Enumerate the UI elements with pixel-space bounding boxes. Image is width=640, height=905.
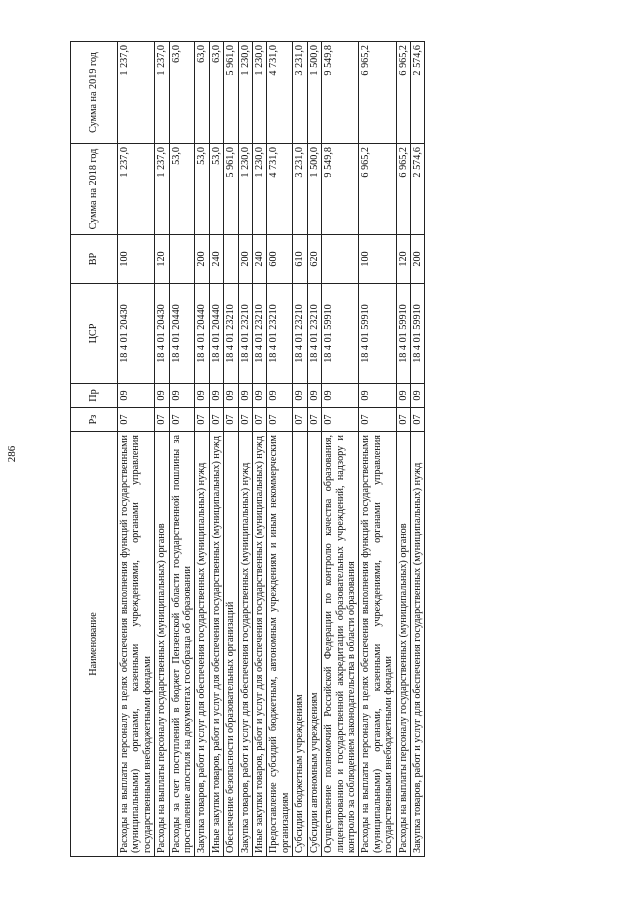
cell-pr: 09 <box>267 384 293 408</box>
cell-rz: 07 <box>209 408 223 432</box>
cell-sum-2019: 1 500,0 <box>307 42 321 144</box>
cell-pr: 09 <box>322 384 359 408</box>
cell-sum-2018: 1 230,0 <box>238 144 252 235</box>
cell-pr: 09 <box>396 384 410 408</box>
cell-vr: 620 <box>307 235 321 284</box>
table-row <box>195 42 209 857</box>
table-row <box>410 42 424 857</box>
table-row <box>169 42 195 857</box>
cell-pr: 09 <box>293 384 307 408</box>
cell-pr: 09 <box>155 384 169 408</box>
cell-sum-2018: 4 731,0 <box>267 144 293 235</box>
cell-pr: 09 <box>224 384 238 408</box>
cell-rz: 07 <box>410 408 424 432</box>
table-row <box>118 42 155 857</box>
cell-sum-2019: 5 961,0 <box>224 42 238 144</box>
cell-pr: 09 <box>118 384 155 408</box>
cell-csr: 18 4 01 20430 <box>118 284 155 384</box>
cell-sum-2018: 53,0 <box>169 144 195 235</box>
cell-csr: 18 4 01 20440 <box>209 284 223 384</box>
cell-vr: 100 <box>359 235 396 284</box>
cell-sum-2018: 6 965,2 <box>396 144 410 235</box>
cell-csr: 18 4 01 20440 <box>169 284 195 384</box>
cell-name: Субсидии бюджетным учреждениям <box>293 432 307 857</box>
cell-sum-2019: 2 574,6 <box>410 42 424 144</box>
cell-name: Субсидии автономным учреждениям <box>307 432 321 857</box>
cell-csr: 18 4 01 59910 <box>322 284 359 384</box>
header-csr: ЦСР <box>71 284 118 384</box>
table-header-row <box>71 42 118 857</box>
cell-pr: 09 <box>195 384 209 408</box>
table-row <box>359 42 396 857</box>
cell-sum-2018: 2 574,6 <box>410 144 424 235</box>
cell-sum-2018: 1 237,0 <box>155 144 169 235</box>
cell-sum-2019: 6 965,2 <box>396 42 410 144</box>
cell-name: Предоставление субсидий бюджетным, автономным учреждениям и иным некоммерческим организациям <box>267 432 293 857</box>
cell-sum-2019: 1 237,0 <box>155 42 169 144</box>
cell-sum-2019: 4 731,0 <box>267 42 293 144</box>
cell-rz: 07 <box>322 408 359 432</box>
table-row <box>396 42 410 857</box>
table-row <box>224 42 238 857</box>
cell-pr: 09 <box>209 384 223 408</box>
cell-vr: 200 <box>410 235 424 284</box>
cell-name: Расходы за счет поступлений в бюджет Пензенской области государственной пошлины за проставление апостиля на документах гособразца об образовании <box>169 432 195 857</box>
cell-vr: 240 <box>209 235 223 284</box>
cell-sum-2019: 63,0 <box>169 42 195 144</box>
header-vr: ВР <box>71 235 118 284</box>
cell-pr: 09 <box>307 384 321 408</box>
cell-sum-2019: 1 230,0 <box>253 42 267 144</box>
table-row <box>155 42 169 857</box>
cell-sum-2018: 53,0 <box>209 144 223 235</box>
cell-csr: 18 4 01 23210 <box>293 284 307 384</box>
header-name: Наименование <box>71 432 118 857</box>
cell-sum-2018: 6 965,2 <box>359 144 396 235</box>
cell-name: Расходы на выплаты персоналу государственных (муниципальных) органов <box>396 432 410 857</box>
cell-vr <box>169 235 195 284</box>
cell-rz: 07 <box>118 408 155 432</box>
cell-vr: 240 <box>253 235 267 284</box>
cell-name: Расходы на выплаты персоналу в целях обеспечения выполнения функций государственными (муниципальными) органами, казенными учреждениями, органами управления государственными внебюджетными фондами <box>359 432 396 857</box>
cell-rz: 07 <box>253 408 267 432</box>
cell-pr: 09 <box>410 384 424 408</box>
cell-rz: 07 <box>396 408 410 432</box>
cell-vr: 120 <box>396 235 410 284</box>
cell-csr: 18 4 01 20430 <box>155 284 169 384</box>
cell-sum-2019: 63,0 <box>209 42 223 144</box>
cell-pr: 09 <box>359 384 396 408</box>
header-sum-2019: Сумма на 2019 год <box>71 42 118 144</box>
cell-name: Иные закупки товаров, работ и услуг для обеспечения государственных (муниципальных) нужд <box>209 432 223 857</box>
header-rz: Рз <box>71 408 118 432</box>
cell-csr: 18 4 01 23210 <box>253 284 267 384</box>
cell-name: Иные закупки товаров, работ и услуг для обеспечения государственных (муниципальных) нужд <box>253 432 267 857</box>
cell-sum-2019: 6 965,2 <box>359 42 396 144</box>
cell-rz: 07 <box>293 408 307 432</box>
cell-sum-2018: 1 500,0 <box>307 144 321 235</box>
cell-name: Обеспечение безопасности образовательных организаций <box>224 432 238 857</box>
cell-name: Закупка товаров, работ и услуг для обеспечения государственных (муниципальных) нужд <box>410 432 424 857</box>
page-number: 286 <box>6 445 18 463</box>
table-row <box>253 42 267 857</box>
cell-sum-2019: 9 549,8 <box>322 42 359 144</box>
cell-name: Закупка товаров, работ и услуг для обеспечения государственных (муниципальных) нужд <box>238 432 252 857</box>
cell-csr: 18 4 01 23210 <box>224 284 238 384</box>
cell-pr: 09 <box>169 384 195 408</box>
cell-csr: 18 4 01 23210 <box>307 284 321 384</box>
cell-name: Закупка товаров, работ и услуг для обеспечения государственных (муниципальных) нужд <box>195 432 209 857</box>
cell-rz: 07 <box>307 408 321 432</box>
cell-sum-2018: 1 230,0 <box>253 144 267 235</box>
cell-csr: 18 4 01 59910 <box>396 284 410 384</box>
cell-sum-2018: 3 231,0 <box>293 144 307 235</box>
cell-vr: 200 <box>195 235 209 284</box>
cell-vr: 120 <box>155 235 169 284</box>
table-row <box>307 42 321 857</box>
header-pr: Пр <box>71 384 118 408</box>
cell-vr: 610 <box>293 235 307 284</box>
cell-sum-2019: 1 237,0 <box>118 42 155 144</box>
table-row <box>322 42 359 857</box>
cell-sum-2019: 63,0 <box>195 42 209 144</box>
table-row <box>293 42 307 857</box>
cell-csr: 18 4 01 23210 <box>238 284 252 384</box>
rotated-table-container <box>70 42 565 857</box>
cell-csr: 18 4 01 23210 <box>267 284 293 384</box>
table-row <box>267 42 293 857</box>
cell-name: Расходы на выплаты персоналу в целях обеспечения выполнения функций государственными (муниципальными) органами, казенными учреждениями, органами управления государственными внебюджетными фондами <box>118 432 155 857</box>
cell-rz: 07 <box>169 408 195 432</box>
cell-pr: 09 <box>238 384 252 408</box>
cell-sum-2018: 9 549,8 <box>322 144 359 235</box>
cell-rz: 07 <box>238 408 252 432</box>
cell-vr: 100 <box>118 235 155 284</box>
cell-name: Расходы на выплаты персоналу государственных (муниципальных) органов <box>155 432 169 857</box>
header-sum-2018: Сумма на 2018 год <box>71 144 118 235</box>
cell-csr: 18 4 01 20440 <box>195 284 209 384</box>
cell-csr: 18 4 01 59910 <box>410 284 424 384</box>
cell-rz: 07 <box>195 408 209 432</box>
table-row <box>238 42 252 857</box>
cell-sum-2019: 1 230,0 <box>238 42 252 144</box>
cell-pr: 09 <box>253 384 267 408</box>
cell-rz: 07 <box>224 408 238 432</box>
cell-vr <box>322 235 359 284</box>
cell-vr: 600 <box>267 235 293 284</box>
cell-rz: 07 <box>267 408 293 432</box>
budget-table <box>70 41 425 857</box>
cell-sum-2019: 3 231,0 <box>293 42 307 144</box>
cell-sum-2018: 5 961,0 <box>224 144 238 235</box>
table-row <box>209 42 223 857</box>
cell-vr: 200 <box>238 235 252 284</box>
cell-rz: 07 <box>155 408 169 432</box>
cell-vr <box>224 235 238 284</box>
table-body <box>118 42 425 857</box>
cell-sum-2018: 53,0 <box>195 144 209 235</box>
cell-sum-2018: 1 237,0 <box>118 144 155 235</box>
cell-rz: 07 <box>359 408 396 432</box>
cell-name: Осуществление полномочий Российской Федерации по контролю качества образования, лицензированию и государственной аккредитации образовательных учреждений, надзору и контролю за соблюдением законодательства в области образования <box>322 432 359 857</box>
cell-csr: 18 4 01 59910 <box>359 284 396 384</box>
